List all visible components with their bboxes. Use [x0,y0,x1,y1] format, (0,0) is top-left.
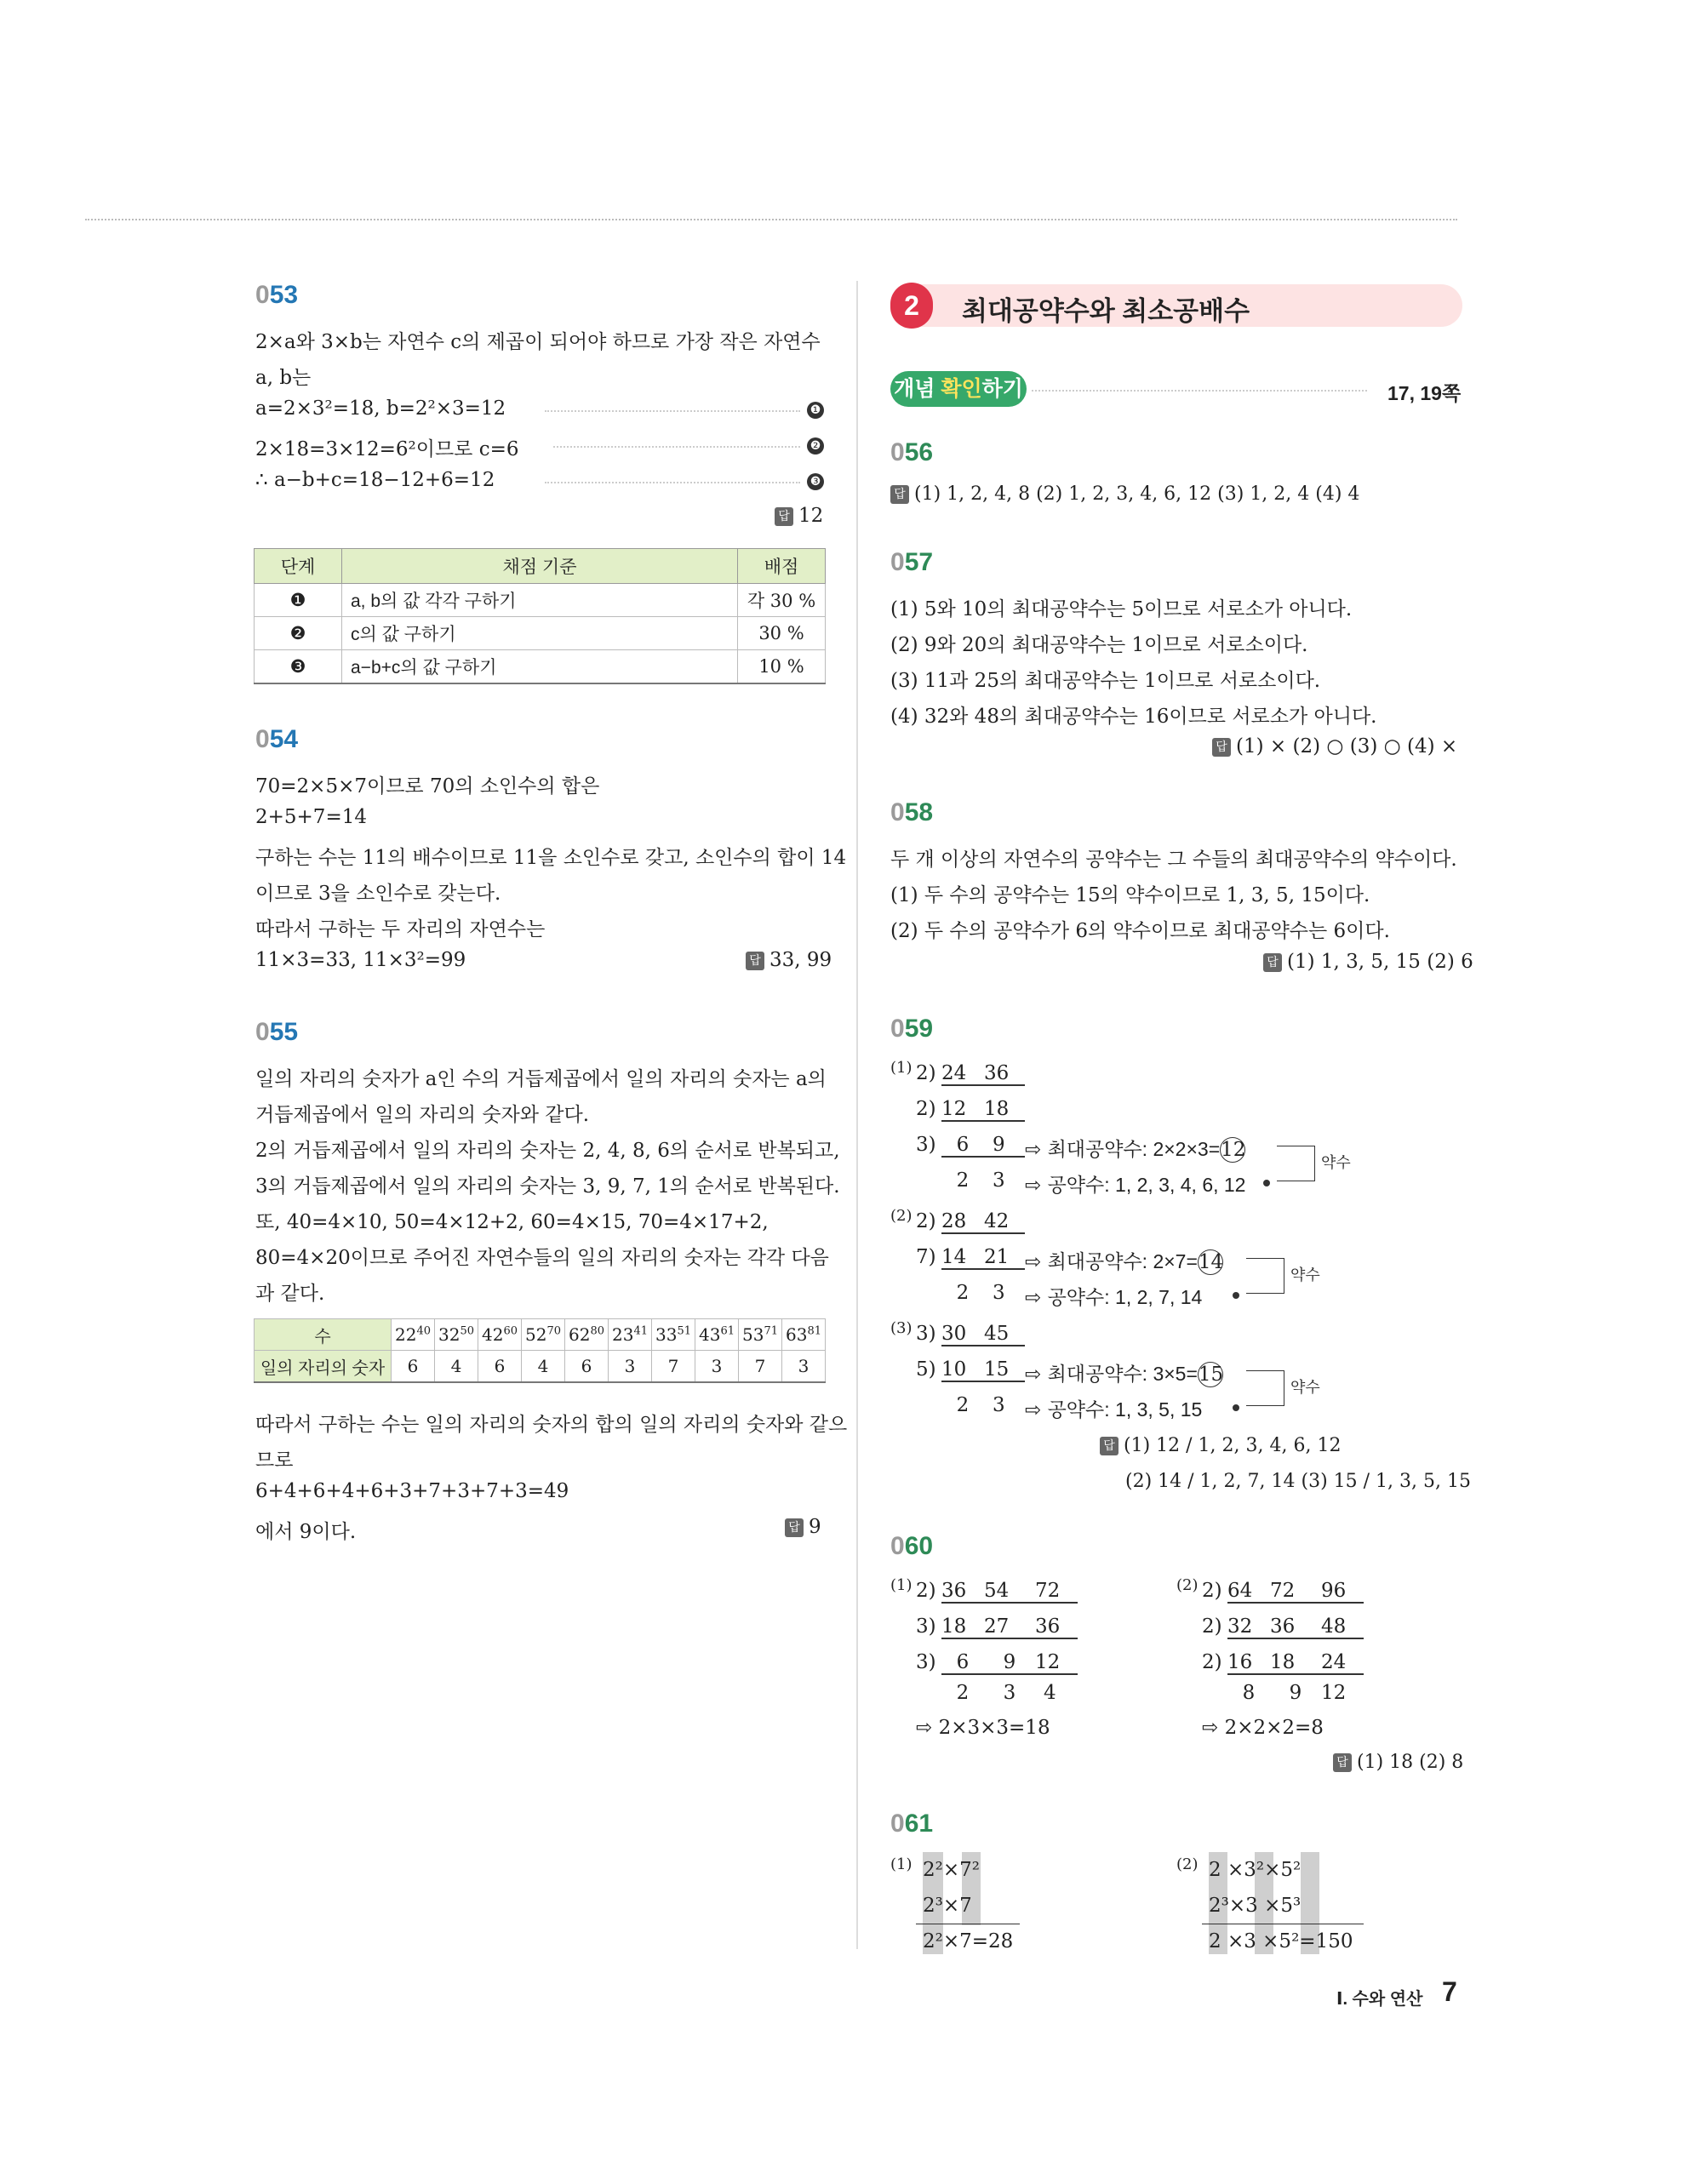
step3-marker: ❸ [807,470,824,492]
p055-answer: 답 9 [785,1516,821,1538]
answer-mark-icon: 답 [1212,738,1231,757]
p054-line4: 이므로 3을 소인수로 갖는다. [255,883,501,905]
division-row: 2 3 4 [956,1682,1056,1704]
p055-line11: 에서 9이다. [255,1521,357,1543]
part-label: (1) [890,1576,913,1594]
divisor-label: 약수 [1290,1379,1320,1396]
gcd-line: ⇨ 최대공약수: 3×5=15 [1025,1363,1224,1386]
divisor-label: 약수 [1321,1154,1351,1171]
p055-line9: 므로 [255,1449,294,1472]
p054-answer: 답 33, 99 [746,949,832,971]
division-row: 2) 32 36 48 [1202,1615,1364,1639]
p058-line1: 두 개 이상의 자연수의 공약수는 그 수들의 최대공약수의 약수이다. [890,849,1457,871]
p059-answer2: (2) 14 / 1, 2, 7, 14 (3) 15 / 1, 3, 5, 15 [1125,1471,1471,1492]
division-row: 2 3 [956,1169,1005,1192]
division-row: 2) 36 54 72 [916,1580,1078,1604]
p057-line1: (1) 5와 10의 최대공약수는 5이므로 서로소가 아니다. [890,598,1353,620]
page-number: 7 [1442,1976,1457,2007]
p053-line1: 2×a와 3×b는 자연수 c의 제곱이 되어야 하므로 가장 작은 자연수 [255,331,821,353]
problem-number-060: 060 [890,1532,934,1560]
p055-line7: 과 같다. [255,1283,325,1305]
factor-row: 2²×7² [923,1859,980,1881]
answer-mark-icon: 답 [1263,953,1282,972]
answer-mark-icon: 답 [890,485,909,504]
bracket [1246,1258,1284,1294]
p053-line3: a=2×3²=18, b=2²×3=12 [255,397,506,420]
chapter-label: Ⅰ. 수와 연산 [1336,1990,1423,2009]
part-label: (3) [890,1319,913,1337]
division-row: 2 3 [956,1282,1005,1304]
answer-mark-icon: 답 [785,1518,804,1537]
table-header: 배점 [738,549,826,584]
p055-line6: 80=4×20이므로 주어진 자연수들의 일의 자리의 숫자는 각각 다음 [255,1247,829,1269]
p054-line5: 따라서 구하는 두 자리의 자연수는 [255,918,546,940]
p053-line5: ∴ a−b+c=18−12+6=12 [255,469,495,491]
division-row: 3) 6 9 12 [916,1651,1078,1675]
concept-check-badge: 개념 확인하기 [890,371,1027,407]
table-header: 단계 [255,549,342,584]
top-dotted-rule [85,219,1457,220]
part-label: (2) [1176,1855,1199,1873]
factor-row: 2 ×3 ×5²=150 [1209,1930,1353,1952]
table-row: ❷ c의 값 구하기 30 % [255,617,826,650]
arrowhead [1263,1180,1270,1186]
leader-dots [1032,390,1367,392]
arrowhead [1233,1292,1239,1299]
p058-line3: (2) 두 수의 공약수가 6의 약수이므로 최대공약수는 6이다. [890,920,1390,942]
division-row: 5) 10 15 [916,1358,1025,1382]
leader-dots [545,410,800,412]
division-row: 2) 28 42 [916,1210,1025,1234]
problem-number-061: 061 [890,1810,934,1838]
section-number: 2 [890,283,933,329]
cd-line: ⇨ 공약수: 1, 3, 5, 15 [1025,1398,1203,1421]
factor-row: 2³×7 [923,1895,972,1917]
division-row: 7) 14 21 [916,1246,1025,1270]
division-row: 2) 24 36 [916,1062,1025,1086]
p060-answer: 답 (1) 18 (2) 8 [1333,1752,1463,1773]
p054-line6: 11×3=33, 11×3²=99 [255,949,466,971]
p059-answer1: 답 (1) 12 / 1, 2, 3, 4, 6, 12 [1100,1435,1341,1456]
p053-line4: 2×18=3×12=6²이므로 c=6 [255,438,519,460]
factor-row: 2 ×3²×5² [1209,1859,1302,1881]
table-header: 채점 기준 [342,549,738,584]
gcd-line: ⇨ 최대공약수: 2×2×3=12 [1025,1138,1246,1161]
part-label: (1) [890,1059,913,1077]
p057-answer: 답 (1) × (2) ○ (3) ○ (4) × [1212,735,1457,758]
p058-line2: (1) 두 수의 공약수는 15의 약수이므로 1, 3, 5, 15이다. [890,884,1370,906]
p053-answer: 답 12 [775,505,823,527]
p054-line1: 70=2×5×7이므로 70의 소인수의 합은 [255,775,600,798]
arrowhead [1233,1404,1239,1411]
division-row: 2) 12 18 [916,1098,1025,1122]
p057-line4: (4) 32와 48의 최대공약수는 16이므로 서로소가 아니다. [890,706,1377,728]
problem-number-055: 055 [255,1018,299,1046]
p055-line4: 3의 거듭제곱에서 일의 자리의 숫자는 3, 9, 7, 1의 순서로 반복된다. [255,1175,840,1198]
leader-dots [553,446,800,448]
grading-table [254,548,826,684]
result-line: ⇨ 2×3×3=18 [916,1716,1050,1739]
division-row: 8 9 12 [1242,1682,1347,1704]
p056-answer: 답 (1) 1, 2, 4, 8 (2) 1, 2, 3, 4, 6, 12 (3) 1, 2, 4 (4) 4 [890,483,1359,505]
division-row: 2) 64 72 96 [1202,1580,1364,1604]
problem-number-056: 056 [890,438,934,466]
p055-line2: 거듭제곱에서 일의 자리의 숫자와 같다. [255,1104,590,1126]
p055-line1: 일의 자리의 숫자가 a인 수의 거듭제곱에서 일의 자리의 숫자는 a의 [255,1068,827,1090]
part-label: (1) [890,1855,913,1873]
result-line: ⇨ 2×2×2=8 [1202,1716,1324,1739]
answer-mark-icon: 답 [775,507,793,526]
p058-answer: 답 (1) 1, 3, 5, 15 (2) 6 [1263,951,1473,973]
part-label: (2) [1176,1576,1199,1594]
divisor-label: 약수 [1290,1266,1320,1284]
p055-line3: 2의 거듭제곱에서 일의 자리의 숫자는 2, 4, 8, 6의 순서로 반복되고, [255,1140,840,1162]
answer-mark-icon: 답 [746,952,764,970]
factor-row: 2³×3 ×5³ [1209,1895,1302,1917]
cd-line: ⇨ 공약수: 1, 2, 7, 14 [1025,1286,1203,1308]
division-row: 3) 30 45 [916,1323,1025,1346]
leader-dots [545,482,800,483]
table-row: ❸ a−b+c의 값 구하기 10 % [255,650,826,684]
concept-pages: 17, 19쪽 [1387,382,1462,404]
factor-row: 2²×7=28 [923,1930,1014,1952]
problem-number-058: 058 [890,798,934,826]
problem-number-057: 057 [890,548,934,576]
step2-marker: ❷ [807,434,824,456]
problem-number-059: 059 [890,1015,934,1043]
p057-line2: (2) 9와 20의 최대공약수는 1이므로 서로소이다. [890,634,1308,656]
p054-line3: 구하는 수는 11의 배수이므로 11을 소인수로 갖고, 소인수의 합이 14 [255,847,847,869]
division-row: 3) 6 9 [916,1134,1025,1158]
p057-line3: (3) 11과 25의 최대공약수는 1이므로 서로소이다. [890,670,1321,692]
division-row: 2) 16 18 24 [1202,1651,1364,1675]
p055-line10: 6+4+6+4+6+3+7+3+7+3=49 [255,1480,569,1502]
gcd-line: ⇨ 최대공약수: 2×7=14 [1025,1250,1224,1273]
bracket [1246,1370,1284,1406]
answer-mark-icon: 답 [1100,1437,1118,1455]
problem-number-053: 053 [255,281,299,309]
problem-number-054: 054 [255,725,299,753]
p055-line5: 또, 40=4×10, 50=4×12+2, 60=4×15, 70=4×17+2, [255,1211,769,1233]
column-divider [856,281,858,1949]
part-label: (2) [890,1207,913,1225]
p053-line2: a, b는 [255,367,312,389]
units-digit-table: 수 $22^{40}$ $32^{50}$ $42^{60}$ $52^{70}$ $62^{80}$ $23^{41}$ $33^{51}$ $43^{61}$ $53^{71}$ $63^{81}$ 일의 자리의 숫자 6 4 6 4 6 3 7 3 7 3 [254,1318,826,1383]
table-row: ❶ a, b의 값 각각 구하기 각 30 % [255,584,826,617]
step1-marker: ❶ [807,398,824,420]
p055-line8: 따라서 구하는 수는 일의 자리의 숫자의 합의 일의 자리의 숫자와 같으 [255,1414,848,1436]
cd-line: ⇨ 공약수: 1, 2, 3, 4, 6, 12 [1025,1174,1246,1196]
answer-mark-icon: 답 [1333,1753,1352,1772]
p054-line2: 2+5+7=14 [255,806,367,828]
division-row: 2 3 [956,1394,1005,1416]
division-row: 3) 18 27 36 [916,1615,1078,1639]
bracket [1277,1146,1315,1181]
section-title: 최대공약수와 최소공배수 [962,296,1250,326]
